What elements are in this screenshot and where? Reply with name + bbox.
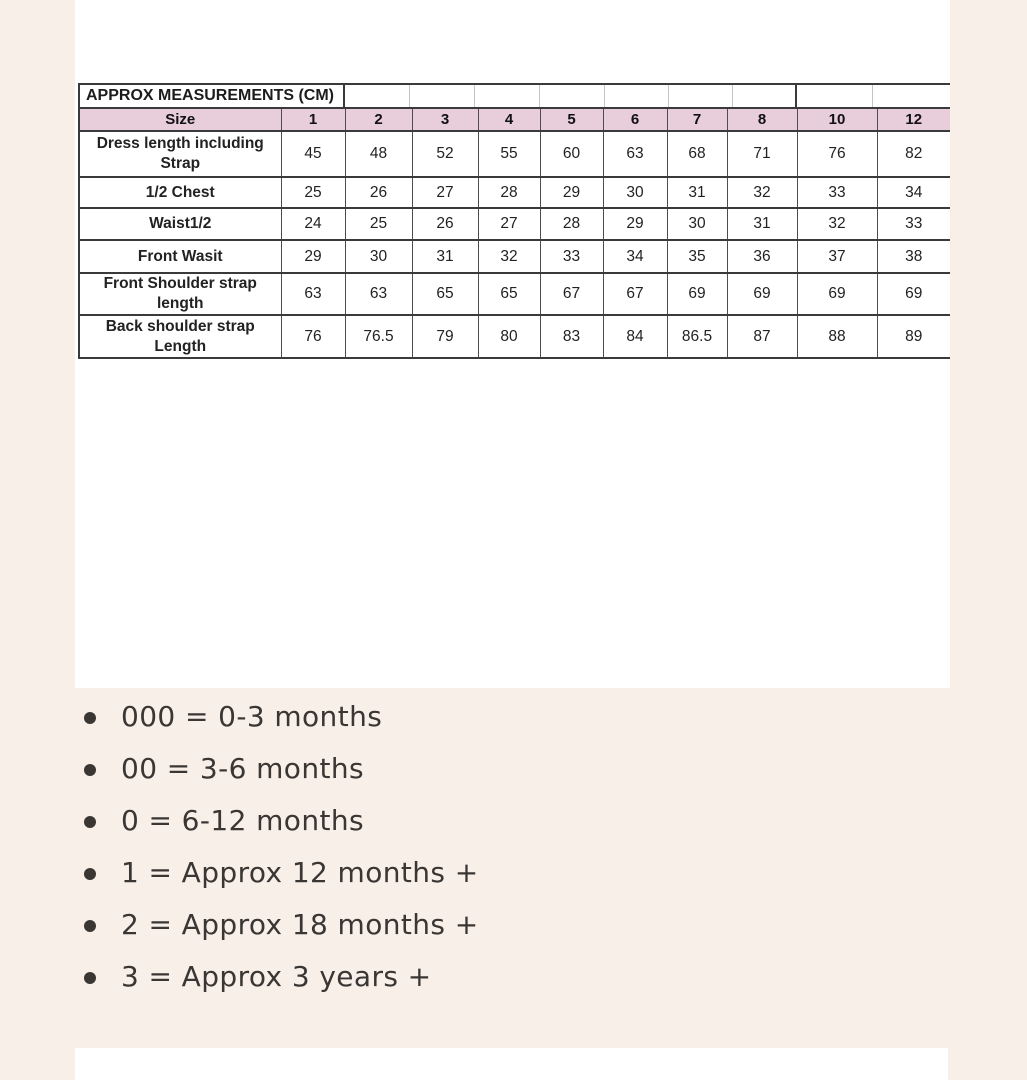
cell: 27 (412, 177, 478, 208)
cell: 67 (603, 273, 667, 315)
cell: 84 (603, 315, 667, 358)
size-col-header: 7 (667, 109, 727, 131)
cell: 60 (540, 131, 603, 177)
cell: 87 (727, 315, 797, 358)
table-row (80, 273, 950, 315)
size-col-header: 4 (478, 109, 540, 131)
cell: 24 (281, 208, 345, 240)
cell: 34 (877, 177, 950, 208)
grid-cell (873, 85, 950, 107)
row-label: Dress length including Strap (80, 131, 281, 177)
cell: 29 (540, 177, 603, 208)
cell: 83 (540, 315, 603, 358)
measurements-table (78, 83, 950, 359)
table-row (80, 208, 950, 240)
size-conversion-list (0, 691, 1027, 1003)
grid-cell (605, 85, 669, 107)
grid-cell (410, 85, 475, 107)
size-guide-notes (0, 691, 1027, 1003)
grid-cell (669, 85, 733, 107)
note-text: 00 = 3-6 months (121, 752, 364, 785)
size-header-row (80, 109, 950, 131)
cell: 65 (412, 273, 478, 315)
table-row (80, 315, 950, 358)
cell: 30 (667, 208, 727, 240)
cell: 63 (345, 273, 412, 315)
grid-cell (733, 85, 797, 107)
cell: 63 (603, 131, 667, 177)
cell: 28 (478, 177, 540, 208)
row-label: Front Shoulder strap length (80, 273, 281, 315)
cell: 25 (281, 177, 345, 208)
cell: 32 (727, 177, 797, 208)
cell: 34 (603, 240, 667, 273)
bullet-icon (84, 920, 96, 932)
bullet-icon (84, 816, 96, 828)
cell: 48 (345, 131, 412, 177)
row-label: Front Wasit (80, 240, 281, 273)
cell: 30 (345, 240, 412, 273)
table-row (80, 131, 950, 177)
cell: 32 (797, 208, 877, 240)
cell: 26 (412, 208, 478, 240)
cell: 35 (667, 240, 727, 273)
bullet-icon (84, 868, 96, 880)
size-col-header: 2 (345, 109, 412, 131)
cell: 69 (877, 273, 950, 315)
cell: 89 (877, 315, 950, 358)
cell: 33 (797, 177, 877, 208)
size-col-header: 6 (603, 109, 667, 131)
cell: 31 (412, 240, 478, 273)
table-title: APPROX MEASUREMENTS (CM) (80, 85, 345, 107)
list-item (0, 743, 1027, 795)
cell: 55 (478, 131, 540, 177)
cell: 76 (797, 131, 877, 177)
note-text: 0 = 6-12 months (121, 804, 364, 837)
next-image-panel (75, 1048, 948, 1080)
size-col-header: 12 (877, 109, 950, 131)
size-col-header: 5 (540, 109, 603, 131)
cell: 88 (797, 315, 877, 358)
cell: 71 (727, 131, 797, 177)
cell: 69 (797, 273, 877, 315)
list-item (0, 847, 1027, 899)
cell: 27 (478, 208, 540, 240)
cell: 26 (345, 177, 412, 208)
grid-cell (345, 85, 410, 107)
size-col-header: 1 (281, 109, 345, 131)
cell: 30 (603, 177, 667, 208)
grid-cell (540, 85, 605, 107)
cell: 25 (345, 208, 412, 240)
cell: 52 (412, 131, 478, 177)
table-row (80, 240, 950, 273)
list-item (0, 795, 1027, 847)
cell: 32 (478, 240, 540, 273)
cell: 67 (540, 273, 603, 315)
bullet-icon (84, 712, 96, 724)
note-text: 000 = 0-3 months (121, 700, 383, 733)
list-item (0, 691, 1027, 743)
cell: 76.5 (345, 315, 412, 358)
table-row (80, 177, 950, 208)
cell: 36 (727, 240, 797, 273)
cell: 68 (667, 131, 727, 177)
row-label: Waist1/2 (80, 208, 281, 240)
cell: 33 (540, 240, 603, 273)
cell: 82 (877, 131, 950, 177)
note-text: 2 = Approx 18 months + (121, 908, 479, 941)
size-header-label: Size (80, 109, 281, 131)
cell: 79 (412, 315, 478, 358)
grid-cell (475, 85, 540, 107)
cell: 29 (603, 208, 667, 240)
size-measurements-grid (80, 109, 950, 359)
cell: 65 (478, 273, 540, 315)
cell: 33 (877, 208, 950, 240)
bullet-icon (84, 972, 96, 984)
row-label: 1/2 Chest (80, 177, 281, 208)
note-text: 1 = Approx 12 months + (121, 856, 479, 889)
cell: 31 (727, 208, 797, 240)
size-col-header: 3 (412, 109, 478, 131)
cell: 76 (281, 315, 345, 358)
list-item (0, 951, 1027, 1003)
size-chart-image-panel (75, 0, 950, 688)
cell: 45 (281, 131, 345, 177)
cell: 29 (281, 240, 345, 273)
cell: 80 (478, 315, 540, 358)
cell: 38 (877, 240, 950, 273)
list-item (0, 899, 1027, 951)
table-title-row (80, 85, 950, 109)
cell: 63 (281, 273, 345, 315)
note-text: 3 = Approx 3 years + (121, 960, 432, 993)
cell: 86.5 (667, 315, 727, 358)
cell: 31 (667, 177, 727, 208)
cell: 37 (797, 240, 877, 273)
size-col-header: 8 (727, 109, 797, 131)
row-label: Back shoulder strap Length (80, 315, 281, 358)
cell: 69 (667, 273, 727, 315)
grid-cell (797, 85, 873, 107)
bullet-icon (84, 764, 96, 776)
cell: 69 (727, 273, 797, 315)
size-col-header: 10 (797, 109, 877, 131)
cell: 28 (540, 208, 603, 240)
